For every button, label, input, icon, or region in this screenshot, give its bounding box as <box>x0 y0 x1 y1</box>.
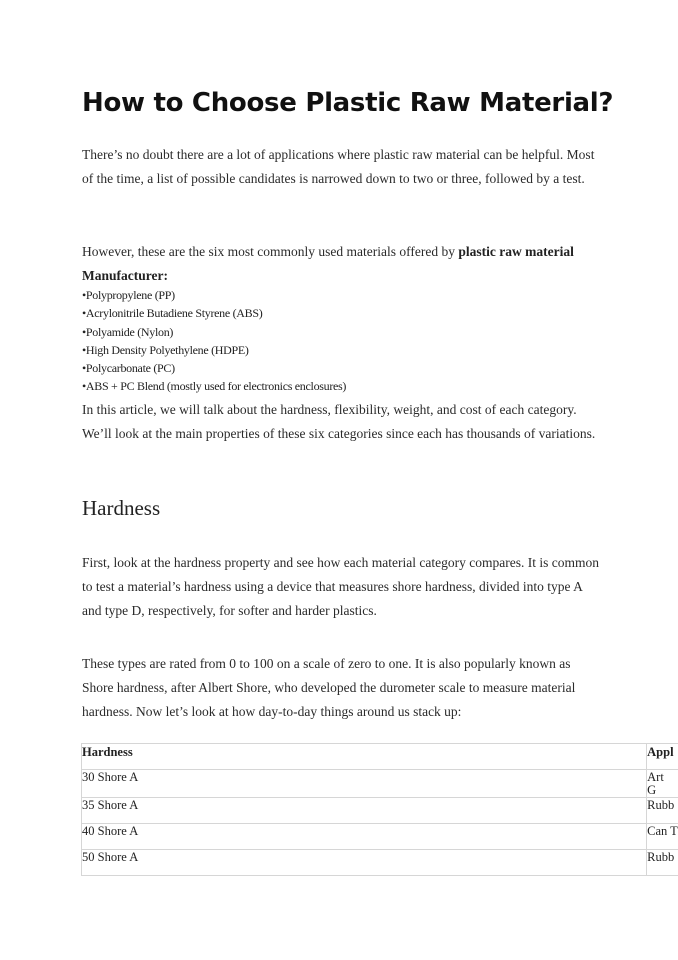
six-materials-intro-text: However, these are the six most commonly used materials offered by <box>82 244 459 259</box>
cell-application: Art G <box>647 770 678 798</box>
cell-hardness: 30 Shore A <box>82 770 647 798</box>
intro-paragraph: There’s no doubt there are a lot of applications where plastic raw material can be helpful. Most of the time, a list of possible candidates is narrowed down to two or three, followed by a test. <box>82 147 595 186</box>
cell-application: Rubb <box>647 798 678 824</box>
cell-hardness: 35 Shore A <box>82 798 647 824</box>
table-header-row <box>82 744 678 770</box>
header-applications: Appl <box>647 744 678 770</box>
list-item: •Polypropylene (PP) <box>82 288 175 302</box>
hardness-paragraph-1: First, look at the hardness property and see how each material category compares. It is common to test a material’s hardness using a device that measures shore hardness, divided into type A and type D, respectively, for softer and harder plastics. <box>82 555 599 618</box>
hardness-table <box>81 743 678 876</box>
header-hardness: Hardness <box>82 744 647 770</box>
cell-application: Can T <box>647 824 678 850</box>
table-row <box>82 770 678 798</box>
list-item: •Acrylonitrile Butadiene Styrene (ABS) <box>82 306 263 321</box>
hardness-heading: Hardness <box>82 496 161 520</box>
article-scope-paragraph: In this article, we will talk about the hardness, flexibility, weight, and cost of each category. We’ll look at the main properties of these six categories since each has thousands of variations. <box>82 402 596 441</box>
list-item: •Polycarbonate (PC) <box>82 361 175 376</box>
cell-hardness: 40 Shore A <box>82 824 647 850</box>
table-row <box>82 798 678 824</box>
list-item: •Polyamide (Nylon) <box>82 324 174 339</box>
six-materials-intro <box>82 240 602 288</box>
cell-hardness: 50 Shore A <box>82 850 647 876</box>
article-title: How to Choose Plastic Raw Material? <box>82 88 614 118</box>
manufacturer-link-text: plastic raw material Manufacturer: <box>82 244 574 283</box>
hardness-paragraph-2: These types are rated from 0 to 100 on a scale of zero to one. It is also popularly known as Shore hardness, after Albert Shore, who developed the durometer scale to measure material hardness. Now let’s look at how day-to-day things around us stack up: <box>82 656 576 719</box>
table-row <box>82 824 678 850</box>
cell-application: Rubb <box>647 850 678 876</box>
list-item: •ABS + PC Blend (mostly used for electronics enclosures) <box>82 379 347 394</box>
materials-list <box>82 286 346 396</box>
list-item: •High Density Polyethylene (HDPE) <box>82 342 249 357</box>
table-row <box>82 850 678 876</box>
